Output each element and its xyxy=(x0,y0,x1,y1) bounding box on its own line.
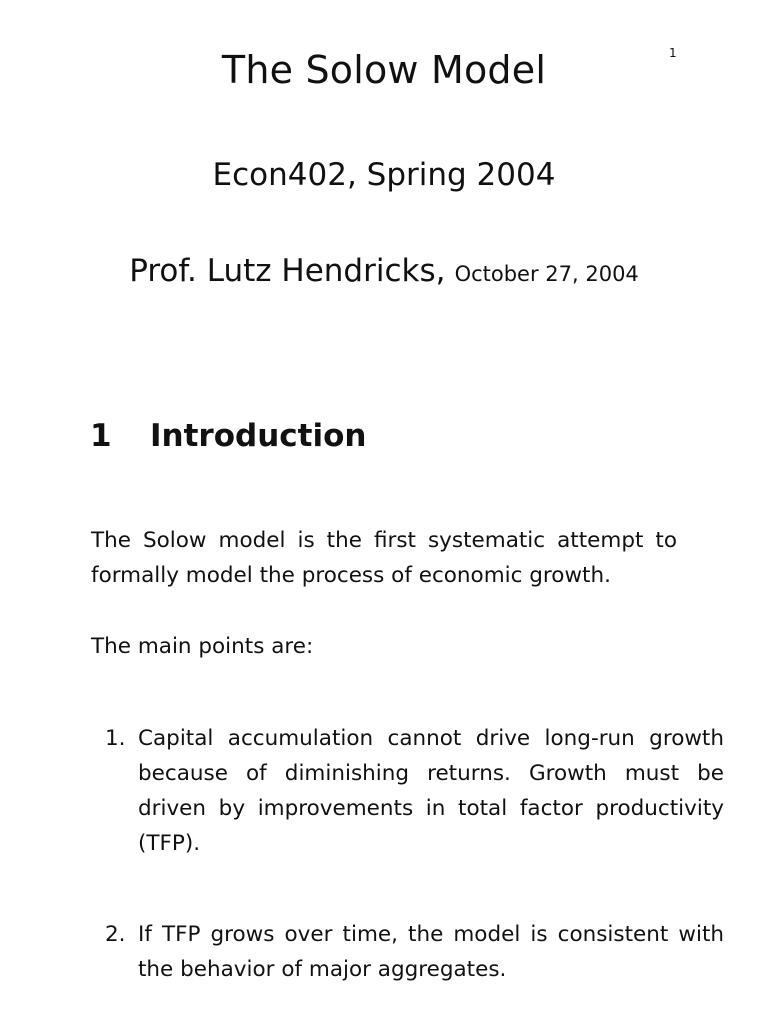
author-name: Prof. Lutz Hendricks, xyxy=(129,253,446,289)
page-number: 1 xyxy=(669,46,677,60)
intro-paragraph: The Solow model is the first systematic attempt to formally model the process of economic growth. xyxy=(91,528,677,588)
list-item xyxy=(91,917,724,987)
list-item-text: If TFP grows over time, the model is consistent with the behavior of major aggregates. xyxy=(138,922,724,982)
course-line: Econ402, Spring 2004 xyxy=(212,157,556,193)
list-item-text: Capital accumulation cannot drive long-run growth because of diminishing returns. Growth must be driven by improvements in total factor productivity (TFP). xyxy=(138,726,724,856)
list-item xyxy=(91,721,724,861)
list-marker: 1. xyxy=(105,726,126,751)
section-number: 1 xyxy=(90,418,112,454)
author-line xyxy=(0,253,768,289)
list-marker: 2. xyxy=(105,922,126,947)
document-date: October 27, 2004 xyxy=(454,262,639,286)
document-title: The Solow Model xyxy=(221,48,547,92)
main-points-lead: The main points are: xyxy=(91,634,314,659)
section-title: Introduction xyxy=(150,418,367,454)
section-heading xyxy=(90,418,366,454)
